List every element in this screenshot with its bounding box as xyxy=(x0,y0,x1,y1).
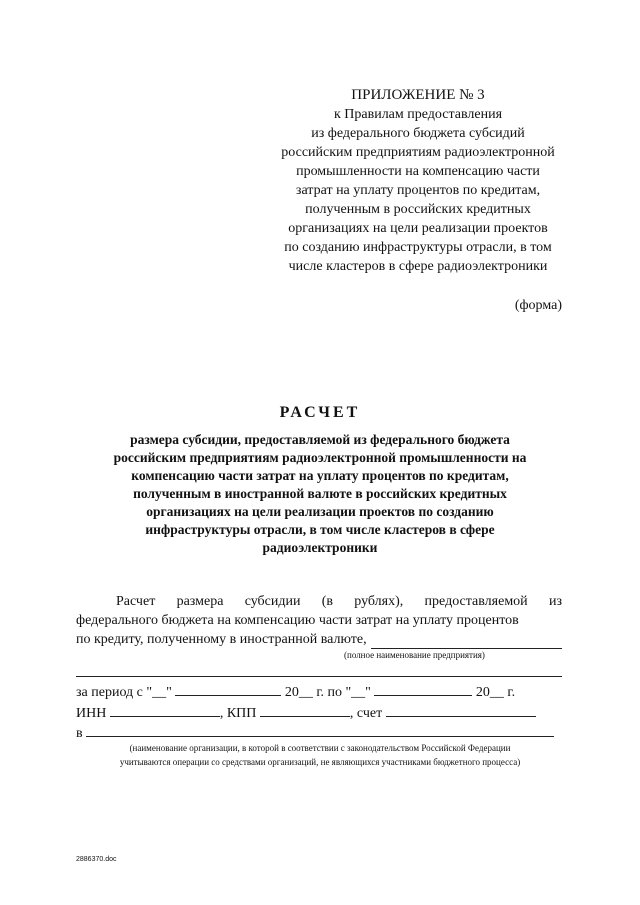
document-subtitle xyxy=(98,431,542,557)
appendix-line: числе кластеров в сфере радиоэлектроники xyxy=(288,259,548,274)
account-label: , счет xyxy=(349,706,383,721)
period-end-month-field[interactable] xyxy=(374,682,472,696)
inn-field[interactable] xyxy=(110,703,220,717)
appendix-line: российским предприятиям радиоэлектронной xyxy=(281,145,555,160)
divider-line xyxy=(76,676,562,677)
appendix-line: организациях на цели реализации проектов xyxy=(288,221,548,236)
appendix-line: промышленности на компенсацию части xyxy=(296,164,540,179)
form-label: (форма) xyxy=(514,298,562,313)
account-field[interactable] xyxy=(386,703,536,717)
document-heading: РАСЧЕТ xyxy=(279,404,361,421)
paragraph-word: из xyxy=(548,594,562,609)
organization-note-line: (наименование организации, в которой в соответствии с законодательством Российской Федерации xyxy=(129,743,511,753)
paragraph-line-1 xyxy=(76,592,562,611)
paragraph-line-2: федерального бюджета на компенсацию части затрат на уплату процентов xyxy=(76,613,519,628)
organization-note xyxy=(60,741,580,769)
appendix-line: к Правилам предоставления xyxy=(333,107,503,122)
paragraph-word: размера xyxy=(176,594,224,609)
period-end-label: 20__ г. по "__" xyxy=(284,685,371,700)
enterprise-name-note: (полное наименование предприятия) xyxy=(344,650,485,660)
bank-prefix-label: в xyxy=(76,726,83,741)
period-start-month-field[interactable] xyxy=(175,682,281,696)
appendix-title: ПРИЛОЖЕНИЕ № 3 xyxy=(351,87,485,103)
appendix-line: по созданию инфраструктуры отрасли, в том xyxy=(284,240,552,255)
paragraph-word: (в xyxy=(321,594,334,609)
paragraph-word: рублях), xyxy=(354,594,404,609)
organization-note-line: учитываются операции со средствами организаций, не являющихся участниками бюджетного процесса) xyxy=(119,757,521,767)
inn-row xyxy=(76,703,562,722)
subtitle-line: размера субсидии, предоставляемой из федерального бюджета xyxy=(130,432,510,447)
paragraph-word: Расчет xyxy=(116,594,156,609)
subtitle-line: радиоэлектроники xyxy=(262,540,378,555)
paragraph-word: субсидии xyxy=(244,594,301,609)
document-filename: 2886370.doc xyxy=(76,856,117,863)
inn-label: ИНН xyxy=(76,706,107,721)
appendix-block xyxy=(262,86,574,276)
bank-name-field[interactable] xyxy=(86,723,554,737)
kpp-label: , КПП xyxy=(219,706,257,721)
calculation-paragraph xyxy=(76,592,562,649)
subtitle-line: компенсацию части затрат на уплату процентов по кредитам, xyxy=(131,468,509,483)
enterprise-name-field[interactable] xyxy=(371,634,562,649)
subtitle-line: организациях на цели реализации проектов по созданию xyxy=(146,504,494,519)
subtitle-line: полученным в иностранной валюте в российских кредитных xyxy=(133,486,507,501)
period-row xyxy=(76,682,562,701)
bank-row xyxy=(76,723,562,742)
period-start-label: за период с "__" xyxy=(76,685,172,700)
period-end-year-label: 20__ г. xyxy=(475,685,516,700)
kpp-field[interactable] xyxy=(260,703,350,717)
appendix-line: полученным в российских кредитных xyxy=(305,202,531,217)
paragraph-line-3 xyxy=(76,630,562,649)
paragraph-word: предоставляемой xyxy=(424,594,528,609)
subtitle-line: инфраструктуры отрасли, в том числе кластеров в сфере xyxy=(145,522,495,537)
appendix-line: из федерального бюджета субсидий xyxy=(311,126,525,141)
appendix-line: затрат на уплату процентов по кредитам, xyxy=(295,183,541,198)
paragraph-line-3-text: по кредиту, полученному в иностранной валюте, xyxy=(76,632,367,647)
subtitle-line: российским предприятиям радиоэлектронной промышленности на xyxy=(113,450,527,465)
